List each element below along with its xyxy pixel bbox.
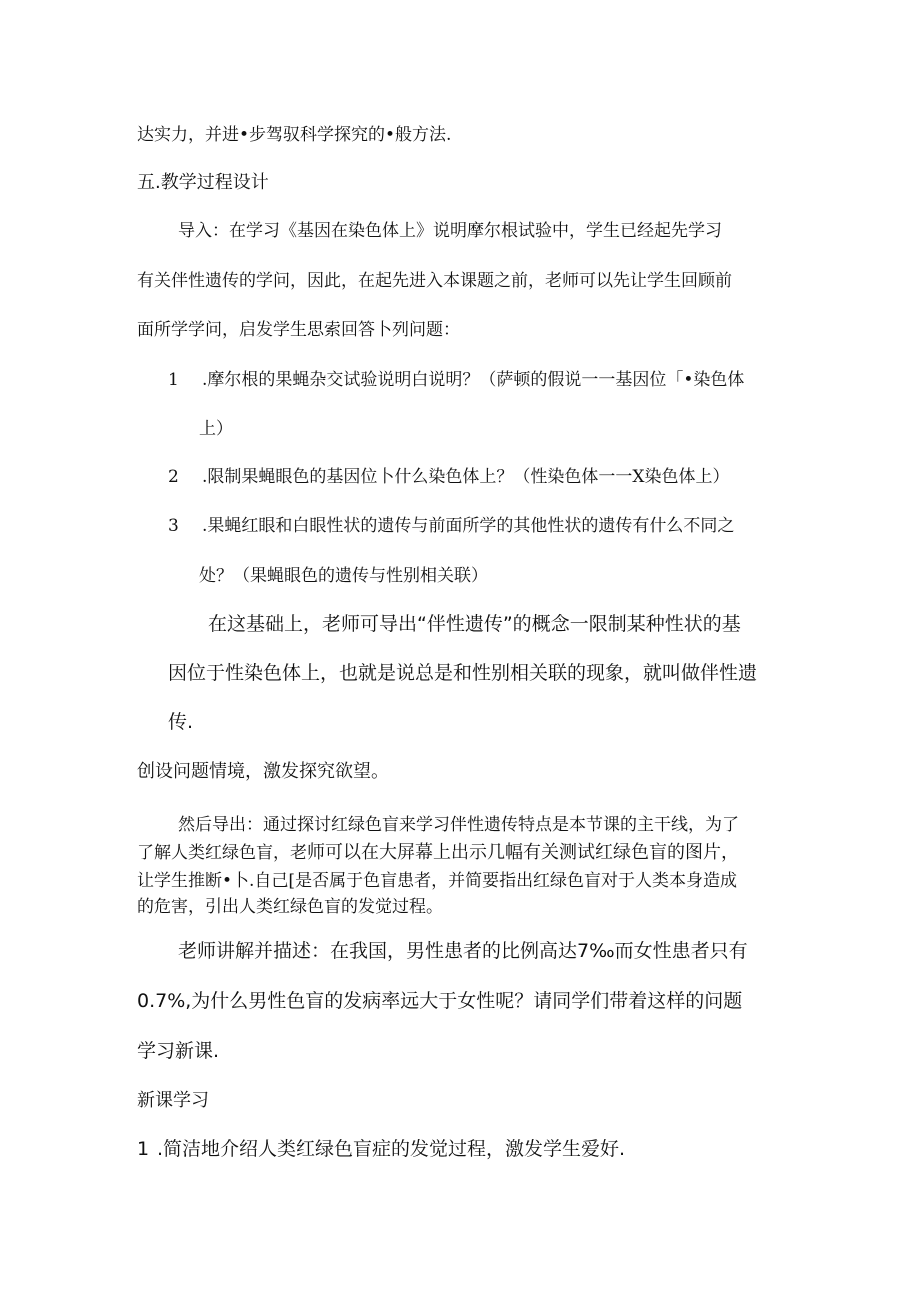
list-number: 3	[168, 516, 179, 536]
list-item-text: .简洁地介绍人类红绿色盲症的发觉过程，激发学生爱好.	[157, 1138, 626, 1160]
list-item	[137, 1138, 625, 1160]
list-item-text: .摩尔根的果蝇杂交试验说明白说明？（萨顿的假说一一基因位「•染色体	[202, 370, 745, 390]
paragraph-line: 的危害，引出人类红绿色盲的发觉过程。	[137, 897, 443, 917]
paragraph-line: 面所学学问，启发学生思索回答卜列问题：	[137, 320, 460, 340]
list-number: 2	[168, 467, 179, 487]
paragraph-line: 老师讲解并描述：在我国，男性患者的比例高达7‰而女性患者只有	[178, 940, 748, 962]
list-item	[168, 515, 734, 537]
paragraph-line: 学习新课.	[137, 1040, 220, 1062]
list-number: 1	[168, 370, 179, 390]
section-heading: 五.教学过程设计	[137, 172, 269, 193]
paragraph-line	[137, 842, 739, 864]
paragraph-line: 达实力，并进•步驾驭科学探究的•般方法.	[137, 125, 452, 145]
list-number: 1	[137, 1138, 150, 1160]
paragraph-line: 有关伴性遗传的学问，因此，在起先进入本课题之前，老师可以先让学生回顾前	[137, 271, 732, 291]
paragraph-line: 0.7%,为什么男性色盲的发病率远大于女性呢？请同学们带着这样的问题	[137, 990, 743, 1012]
paragraph-line: 传.	[168, 711, 194, 733]
paragraph-line: 然后导出：通过探讨红绿色盲来学习伴性遗传特点是本节课的主干线，为了	[178, 815, 739, 835]
paragraph-segment: 了解人类红绿色盲，老	[137, 843, 307, 863]
paragraph-line: 处？（果蝇眼色的遗传与性别相关联）	[199, 566, 488, 586]
section-heading: 创设问题情境，激发探究欲望。	[137, 761, 389, 782]
list-item	[168, 466, 730, 488]
paragraph-line: 让学生推断•卜.自己[是否属于色盲患者，并简要指出红绿色盲对于人类本身造成	[137, 871, 738, 891]
paragraph-segment: 师可以在大屏幕上出示几幅有关测试红绿色盲的图片，	[307, 842, 739, 863]
paragraph-line: 上）	[199, 419, 233, 439]
list-item-text: .果蝇红眼和白眼性状的遗传与前面所学的其他性状的遗传有什么不同之	[202, 516, 735, 536]
paragraph-line: 导入：在学习《基因在染色体上》说明摩尔根试验中，学生已经起先学习	[178, 221, 722, 241]
section-heading: 新课学习	[137, 1090, 209, 1111]
paragraph-line: 因位于性染色体上，也就是说总是和性别相关联的现象，就叫做伴性遗	[168, 662, 758, 684]
list-item-text: .限制果蝇眼色的基因位卜什么染色体上？（性染色体一一X染色体上）	[202, 467, 730, 487]
list-item	[168, 369, 744, 391]
paragraph-line: 在这基础上，老师可导出“伴性遗传”的概念一限制某种性状的基	[208, 613, 741, 635]
